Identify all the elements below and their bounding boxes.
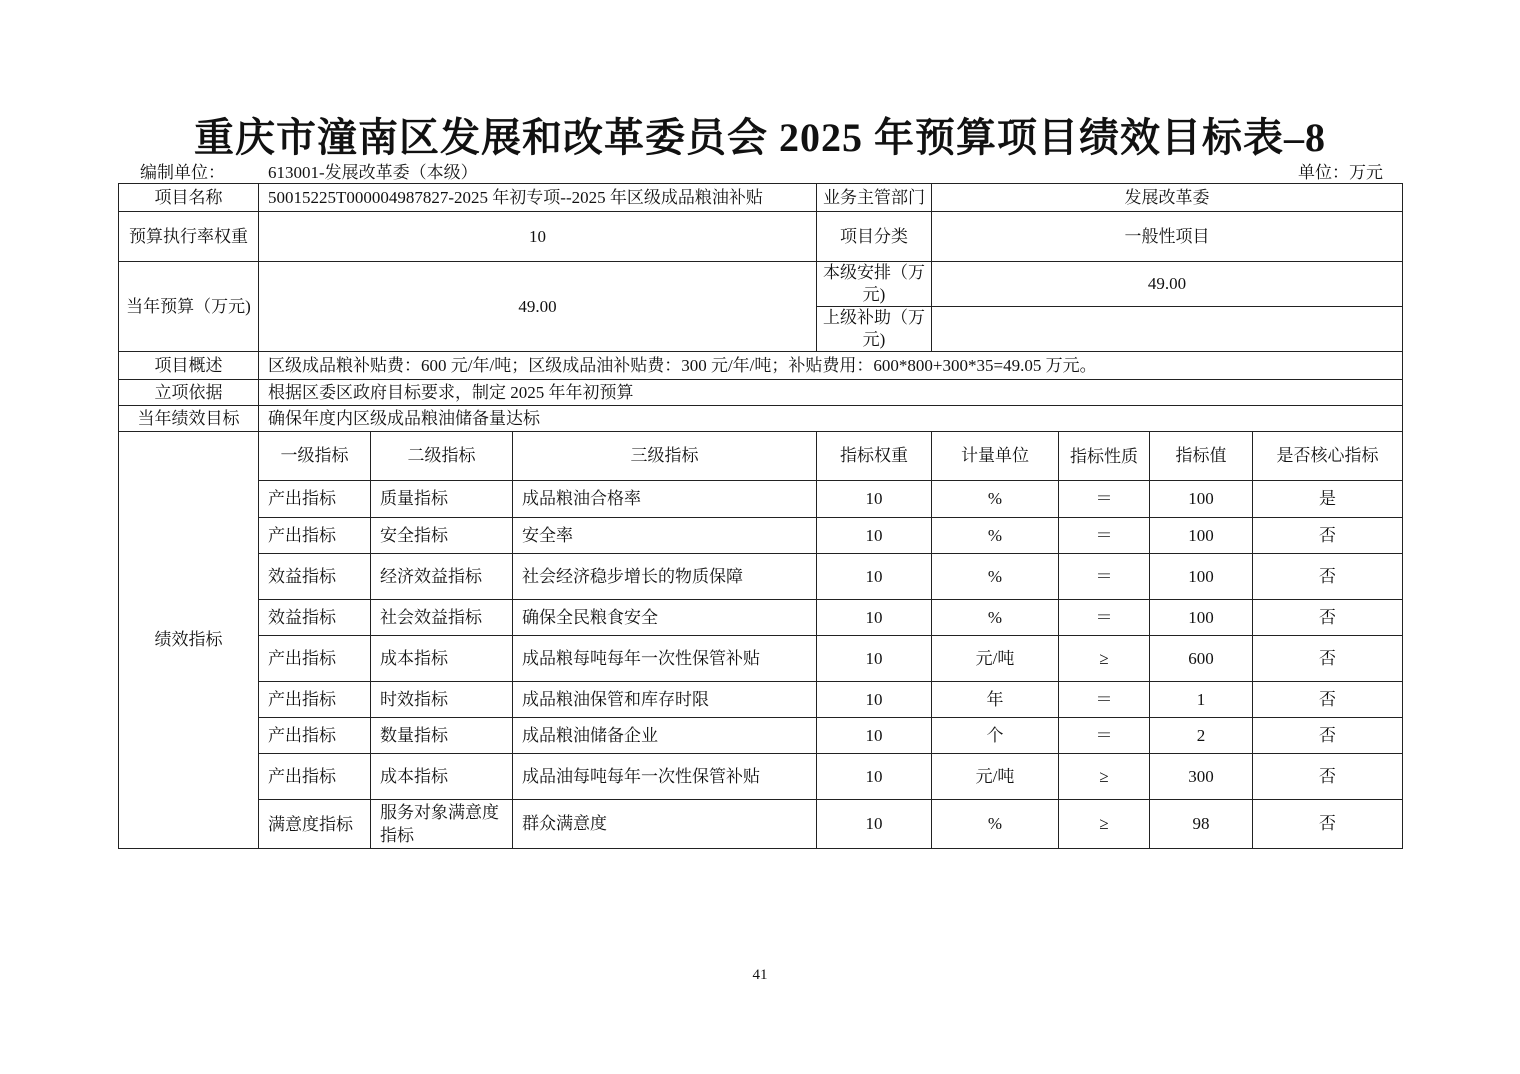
project-name-label: 项目名称 (119, 184, 259, 212)
cell-level1: 效益指标 (259, 554, 371, 600)
cell-weight: 10 (817, 481, 932, 518)
cell-nature: ≥ (1059, 800, 1150, 849)
cell-level3: 确保全民粮食安全 (513, 600, 817, 636)
cell-value: 98 (1150, 800, 1253, 849)
cell-core: 否 (1253, 718, 1403, 754)
cell-unit: % (932, 800, 1059, 849)
cell-level1: 满意度指标 (259, 800, 371, 849)
cell-core: 否 (1253, 636, 1403, 682)
cell-unit: 年 (932, 682, 1059, 718)
cell-value: 1 (1150, 682, 1253, 718)
cell-level2: 成本指标 (371, 754, 513, 800)
table-row (119, 754, 1403, 800)
header-level2: 二级指标 (371, 432, 513, 481)
table-row (119, 600, 1403, 636)
header-core: 是否核心指标 (1253, 432, 1403, 481)
cell-nature: ＝ (1059, 682, 1150, 718)
cell-weight: 10 (817, 800, 932, 849)
cell-unit: % (932, 554, 1059, 600)
indicator-section-label: 绩效指标 (119, 432, 259, 849)
indicator-header-row (119, 432, 1403, 481)
table-row (119, 481, 1403, 518)
cell-level1: 产出指标 (259, 518, 371, 554)
cell-value: 100 (1150, 600, 1253, 636)
cell-weight: 10 (817, 554, 932, 600)
upper-value (932, 307, 1403, 352)
table-row (119, 518, 1403, 554)
cell-core: 否 (1253, 518, 1403, 554)
local-value: 49.00 (932, 262, 1403, 307)
cell-value: 100 (1150, 554, 1253, 600)
cell-core: 否 (1253, 600, 1403, 636)
cell-value: 100 (1150, 481, 1253, 518)
basis-label: 立项依据 (119, 380, 259, 406)
cell-weight: 10 (817, 682, 932, 718)
cell-unit: % (932, 600, 1059, 636)
table-row (119, 718, 1403, 754)
cell-level3: 成品油每吨每年一次性保管补贴 (513, 754, 817, 800)
dept-value: 发展改革委 (932, 184, 1403, 212)
cell-unit: 个 (932, 718, 1059, 754)
project-name: 50015225T000004987827-2025 年初专项--2025 年区级成品粮油补贴 (259, 184, 817, 212)
cell-nature: ＝ (1059, 554, 1150, 600)
unit-label: 编制单位： (140, 163, 225, 182)
header-nature: 指标性质 (1059, 432, 1150, 481)
cell-value: 600 (1150, 636, 1253, 682)
table-row (119, 554, 1403, 600)
cell-level3: 群众满意度 (513, 800, 817, 849)
cell-level2: 时效指标 (371, 682, 513, 718)
cell-level2: 安全指标 (371, 518, 513, 554)
cell-level1: 产出指标 (259, 481, 371, 518)
cell-weight: 10 (817, 518, 932, 554)
cell-core: 否 (1253, 554, 1403, 600)
cell-weight: 10 (817, 600, 932, 636)
exec-weight-label: 预算执行率权重 (119, 212, 259, 262)
goal-label: 当年绩效目标 (119, 406, 259, 432)
cell-weight: 10 (817, 636, 932, 682)
table-row (119, 682, 1403, 718)
cell-level2: 成本指标 (371, 636, 513, 682)
cell-level2: 数量指标 (371, 718, 513, 754)
cell-level1: 产出指标 (259, 636, 371, 682)
cell-nature: ＝ (1059, 718, 1150, 754)
basis-value: 根据区委区政府目标要求，制定 2025 年年初预算 (259, 380, 1403, 406)
table-row (119, 800, 1403, 849)
cell-level2: 经济效益指标 (371, 554, 513, 600)
cell-level2: 服务对象满意度指标 (371, 800, 513, 849)
header-unit: 计量单位 (932, 432, 1059, 481)
cell-level2: 社会效益指标 (371, 600, 513, 636)
cell-value: 2 (1150, 718, 1253, 754)
goal-value: 确保年度内区级成品粮油储备量达标 (259, 406, 1403, 432)
cell-core: 否 (1253, 800, 1403, 849)
unit-value: 613001-发展改革委（本级） (268, 163, 478, 182)
cell-level1: 产出指标 (259, 718, 371, 754)
cell-unit: 元/吨 (932, 754, 1059, 800)
cell-level3: 成品粮油合格率 (513, 481, 817, 518)
cell-unit: % (932, 481, 1059, 518)
currency-unit: 单位：万元 (1298, 163, 1383, 182)
page-number: 41 (752, 967, 768, 983)
cell-unit: % (932, 518, 1059, 554)
cell-core: 是 (1253, 481, 1403, 518)
header-value: 指标值 (1150, 432, 1253, 481)
cell-level3: 社会经济稳步增长的物质保障 (513, 554, 817, 600)
cell-value: 100 (1150, 518, 1253, 554)
budget-label: 当年预算（万元) (119, 262, 259, 352)
cell-core: 否 (1253, 754, 1403, 800)
cell-level3: 成品粮油保管和库存时限 (513, 682, 817, 718)
performance-table (118, 183, 1403, 849)
cell-nature: ＝ (1059, 600, 1150, 636)
cell-core: 否 (1253, 682, 1403, 718)
overview-value: 区级成品粮补贴费：600 元/年/吨；区级成品油补贴费：300 元/年/吨；补贴费用：600*800+300*35=49.05 万元。 (259, 352, 1403, 380)
table-row (119, 636, 1403, 682)
cell-value: 300 (1150, 754, 1253, 800)
dept-label: 业务主管部门 (817, 184, 932, 212)
cell-nature: ≥ (1059, 754, 1150, 800)
cell-level1: 产出指标 (259, 682, 371, 718)
cell-level3: 成品粮油储备企业 (513, 718, 817, 754)
cell-level2: 质量指标 (371, 481, 513, 518)
cell-level3: 安全率 (513, 518, 817, 554)
cell-unit: 元/吨 (932, 636, 1059, 682)
cell-weight: 10 (817, 754, 932, 800)
exec-weight-value: 10 (259, 212, 817, 262)
cell-level1: 效益指标 (259, 600, 371, 636)
cell-nature: ＝ (1059, 518, 1150, 554)
header-level3: 三级指标 (513, 432, 817, 481)
local-label: 本级安排（万元) (817, 262, 932, 307)
page-title: 重庆市潼南区发展和改革委员会 2025 年预算项目绩效目标表–8 (194, 115, 1326, 160)
budget-value: 49.00 (259, 262, 817, 352)
category-value: 一般性项目 (932, 212, 1403, 262)
overview-label: 项目概述 (119, 352, 259, 380)
cell-weight: 10 (817, 718, 932, 754)
cell-level3: 成品粮每吨每年一次性保管补贴 (513, 636, 817, 682)
header-level1: 一级指标 (259, 432, 371, 481)
cell-level1: 产出指标 (259, 754, 371, 800)
header-weight: 指标权重 (817, 432, 932, 481)
cell-nature: ≥ (1059, 636, 1150, 682)
cell-nature: ＝ (1059, 481, 1150, 518)
category-label: 项目分类 (817, 212, 932, 262)
upper-label: 上级补助（万元) (817, 307, 932, 352)
